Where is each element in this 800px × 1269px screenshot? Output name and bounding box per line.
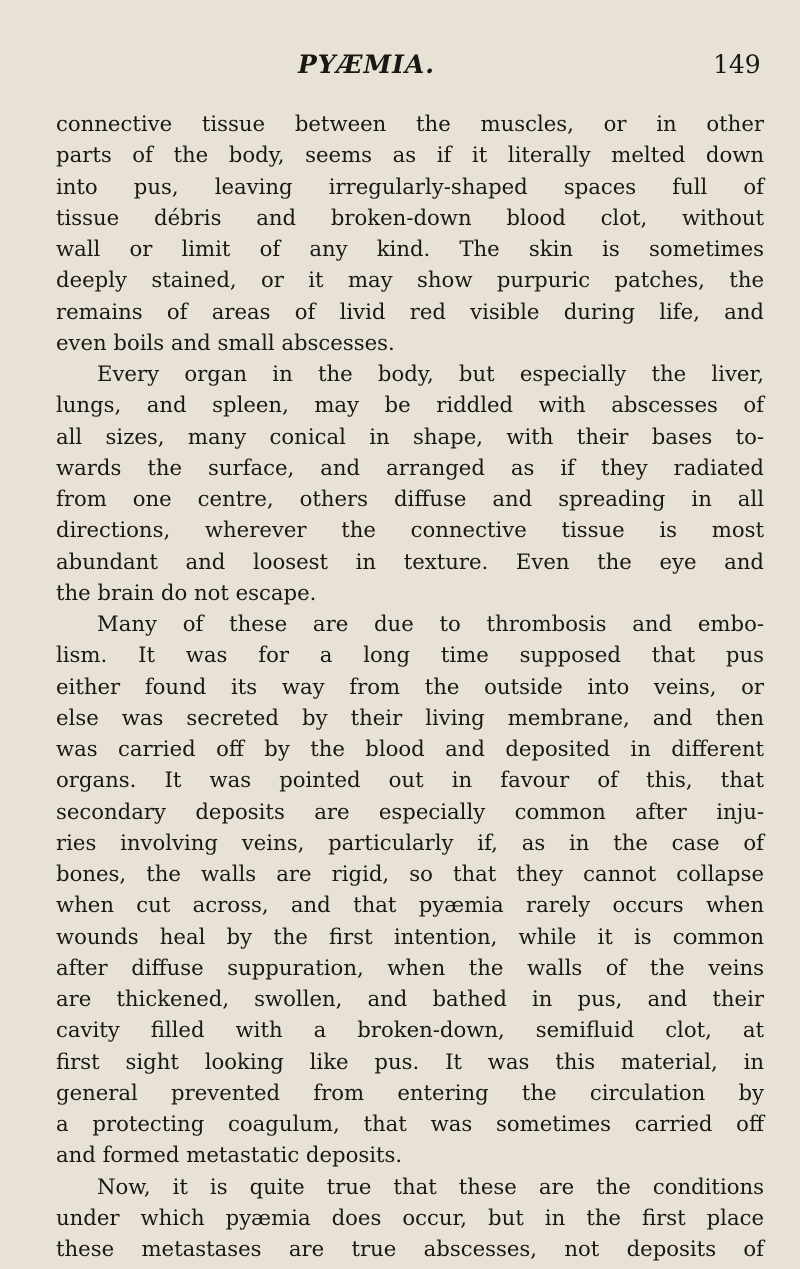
- text-line: organs. It was pointed out in favour of this, that: [56, 767, 764, 793]
- paragraph-start-line: Every organ in the body, but especially the liver,: [97, 361, 764, 386]
- text-line: when cut across, and that pyæmia rarely occurs when: [56, 892, 764, 918]
- text-line: after diffuse suppuration, when the walls of the veins: [56, 954, 764, 980]
- text-line: bones, the walls are rigid, so that they cannot collapse: [56, 861, 764, 886]
- text-line: a protecting coagulum, that was sometimes carried off: [56, 1111, 764, 1136]
- running-head: [0, 44, 800, 84]
- text-line: first sight looking like pus. It was this material, in: [56, 1048, 764, 1074]
- text-line: remains of areas of livid red visible during life, and: [56, 298, 764, 324]
- text-line: the brain do not escape.: [56, 579, 317, 605]
- text-line: wall or limit of any kind. The skin is sometimes: [56, 236, 764, 261]
- paragraph-start-line: Many of these are due to thrombosis and embo-: [97, 611, 764, 636]
- text-line: was carried off by the blood and deposited in different: [56, 736, 764, 761]
- text-line: lism. It was for a long time supposed that pus: [56, 642, 764, 668]
- text-line: parts of the body, seems as if it literally melted down: [56, 142, 764, 168]
- text-line: even boils and small abscesses.: [56, 329, 395, 355]
- text-line: secondary deposits are especially common after inju-: [56, 798, 764, 824]
- text-line: lungs, and spleen, may be riddled with abscesses of: [56, 392, 764, 418]
- text-line: tissue débris and broken-down blood clot, without: [56, 204, 764, 230]
- text-line: ries involving veins, particularly if, as in the case of: [56, 829, 764, 855]
- text-line: else was secreted by their living membrane, and then: [56, 704, 764, 730]
- text-line: cavity filled with a broken-down, semifluid clot, at: [56, 1017, 764, 1043]
- text-line: directions, wherever the connective tissue is most: [56, 517, 764, 543]
- text-line: these metastases are true abscesses, not deposits of: [56, 1236, 764, 1261]
- text-line: either found its way from the outside into veins, or: [56, 673, 764, 699]
- text-line: all sizes, many conical in shape, with their bases to-: [56, 423, 764, 449]
- text-line: wounds heal by the first intention, while it is common: [56, 923, 764, 949]
- text-line: abundant and loosest in texture. Even the eye and: [56, 548, 764, 574]
- text-line: and formed metastatic deposits.: [56, 1142, 403, 1168]
- text-line: are thickened, swollen, and bathed in pus, and their: [56, 986, 764, 1011]
- text-line: from one centre, others diffuse and spreading in all: [56, 486, 764, 511]
- text-line: connective tissue between the muscles, or in other: [56, 111, 764, 136]
- text-line: deeply stained, or it may show purpuric patches, the: [56, 267, 764, 293]
- text-line: into pus, leaving irregularly-shaped spaces full of: [56, 173, 764, 199]
- text-line: wards the surface, and arranged as if they radiated: [56, 454, 764, 480]
- page-number: 149: [713, 50, 761, 79]
- paragraph-start-line: Now, it is quite true that these are the conditions: [97, 1173, 764, 1199]
- body-text: [56, 108, 764, 1264]
- text-line: under which pyæmia does occur, but in the first place: [56, 1204, 764, 1230]
- running-title: PYÆMIA.: [298, 50, 435, 79]
- text-line: general prevented from entering the circulation by: [56, 1079, 764, 1105]
